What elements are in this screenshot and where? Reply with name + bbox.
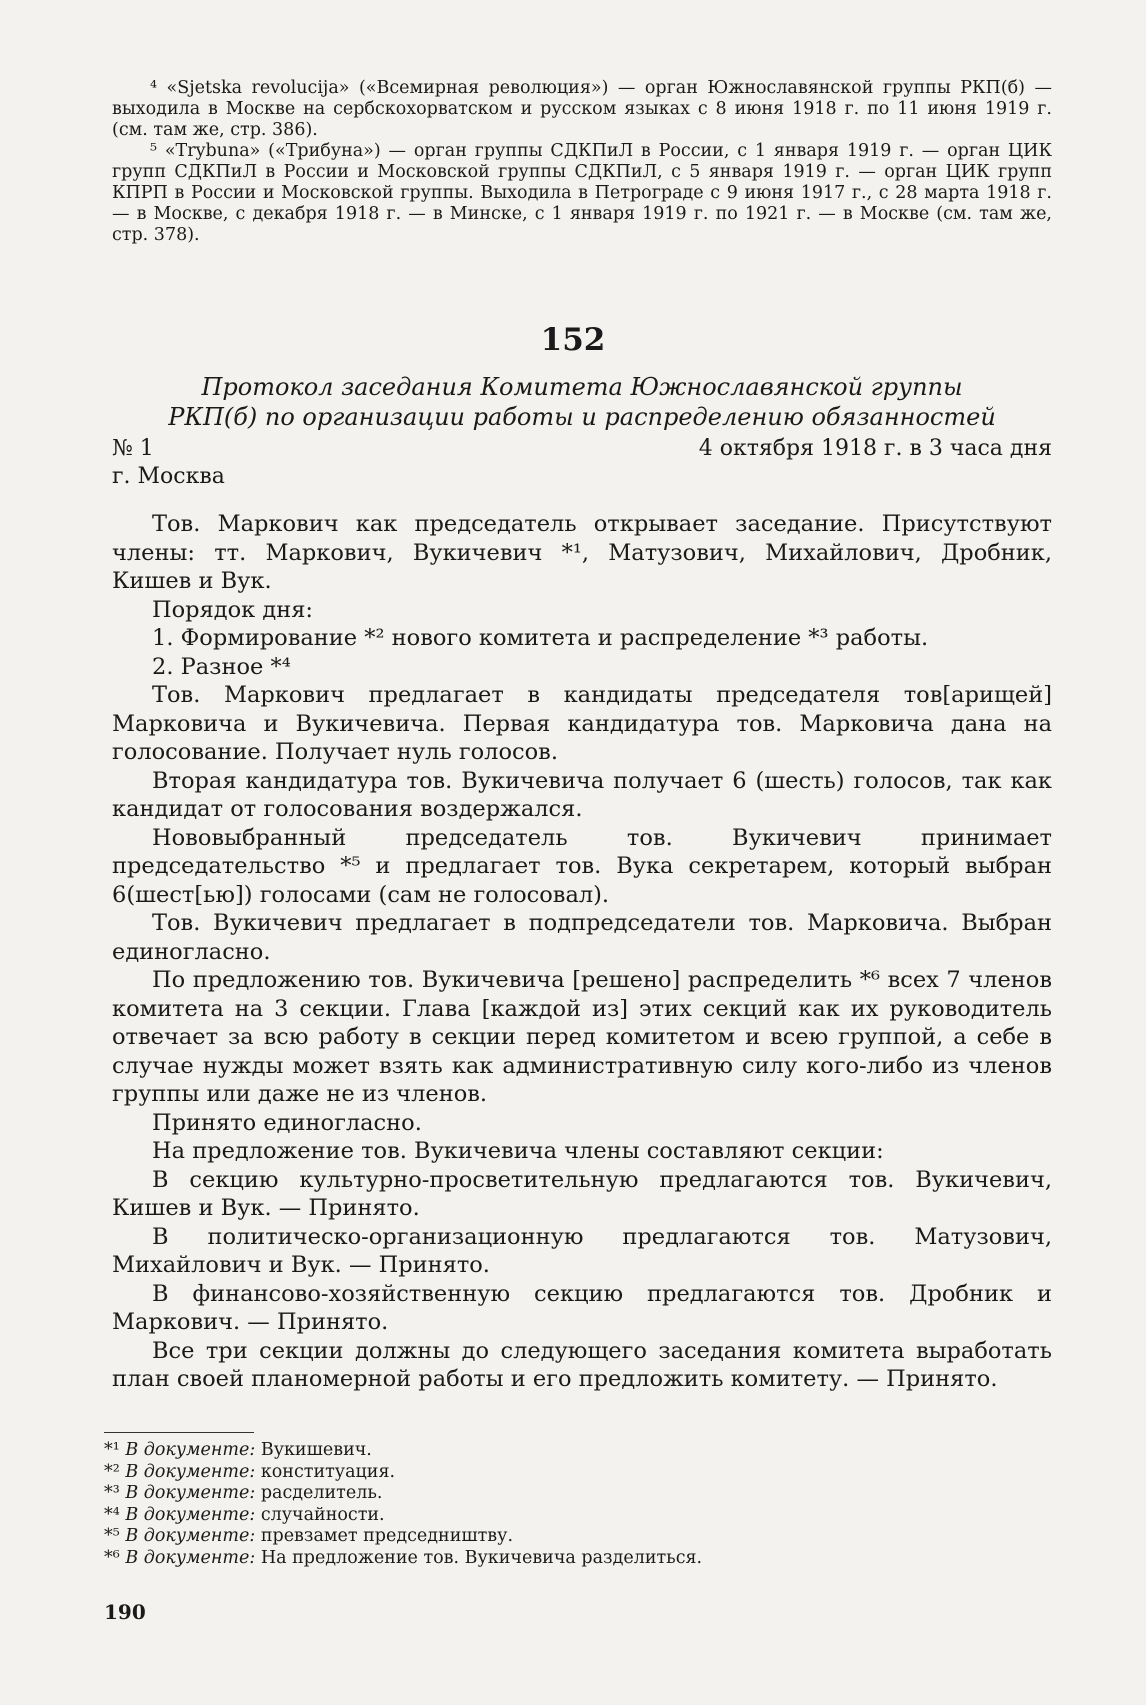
note-4 xyxy=(104,1505,1044,1527)
date-time: 4 октября 1918 г. в 3 часа дня xyxy=(698,436,1052,461)
note-mark: *³ xyxy=(104,1483,120,1503)
page-number: 190 xyxy=(104,1600,146,1624)
note-1 xyxy=(104,1440,1044,1462)
paragraph: Нововыбранный председатель тов. Вукичевич принимает председательство *⁵ и предлагает тов. Вука секретарем, который выбран 6(шест[ью]) голосами (сам не голосовал). xyxy=(112,824,1052,908)
protocol-meta xyxy=(112,435,1052,491)
document-number: 152 xyxy=(540,322,606,358)
note-2 xyxy=(104,1462,1044,1484)
note-text: расделитель. xyxy=(260,1483,383,1503)
note-mark: *⁴ xyxy=(104,1504,120,1525)
note-label: В документе: xyxy=(125,1504,256,1525)
note-5 xyxy=(104,1526,1044,1548)
note-mark: *¹ xyxy=(104,1440,120,1460)
title-line-2: РКП(б) по организации работы и распределению обязанностей xyxy=(168,403,996,431)
protocol-number: № 1 xyxy=(112,436,154,461)
paragraph: Порядок дня: xyxy=(152,596,314,623)
footnote-4: ⁴ «Sjetska revolucija» («Всемирная революция») — орган Южнославянской группы РКП(б) — выходила в Москве на сербскохорватском и русском языках с 8 июня 1918 г. по 11 июня 1919 г. (см. там же, стр. 386). xyxy=(112,78,1052,140)
note-label: В документе: xyxy=(125,1440,256,1460)
paragraph: Тов. Маркович предлагает в кандидаты председателя тов[арищей] Марковича и Вукичевича. Первая кандидатура тов. Марковича дана на голосование. Получает нуль голосов. xyxy=(112,682,1052,765)
note-mark: *² xyxy=(104,1461,120,1482)
note-text: Вукишевич. xyxy=(260,1440,372,1460)
footnote-separator xyxy=(104,1432,254,1433)
note-text: превзамет председништву. xyxy=(260,1526,514,1546)
note-label: В документе: xyxy=(125,1547,256,1568)
paragraph: Принято единогласно. xyxy=(152,1109,422,1136)
paragraph: Вторая кандидатура тов. Вукичевича получает 6 (шесть) голосов, так как кандидат от голосования воздержался. xyxy=(112,767,1052,822)
document-title xyxy=(112,372,1052,432)
note-text: случайности. xyxy=(260,1504,385,1525)
paragraph: В финансово-хозяйственную секцию предлагаются тов. Дробник и Маркович. — Принято. xyxy=(112,1280,1052,1335)
protocol-body xyxy=(112,510,1052,1394)
note-6 xyxy=(104,1548,1044,1570)
paragraph: На предложение тов. Вукичевича члены составляют секции: xyxy=(152,1138,884,1164)
paragraph: Тов. Маркович как председатель открывает заседание. Присутствуют члены: тт. Маркович, Вукичевич *¹, Матузович, Михайлович, Дробник, Кишев и Вук. xyxy=(112,511,1052,594)
paragraph: В политическо-организационную предлагаются тов. Матузович, Михайлович и Вук. — Принято. xyxy=(112,1223,1052,1278)
title-line-1: Протокол заседания Комитета Южнославянской группы xyxy=(201,373,963,401)
note-mark: *⁵ xyxy=(104,1526,120,1546)
place: г. Москва xyxy=(112,464,225,489)
note-3 xyxy=(104,1483,1044,1505)
footnote-5: ⁵ «Trybuna» («Трибуна») — орган группы СДКПиЛ в России, с 1 января 1919 г. — орган ЦИК групп СДКПиЛ в России и Московской группы СДКПиЛ, с 5 января 1919 г. — орган ЦИК групп КПРП в России и Московской группы. Выходила в Петрограде с 9 июня 1917 г., с 28 марта 1918 г. — в Москве, с декабря 1918 г. — в Минске, с 1 января 1919 г. по 1921 г. — в Москве (см. там же, стр. 378). xyxy=(112,141,1052,245)
top-footnotes xyxy=(112,78,1052,246)
note-label: В документе: xyxy=(125,1461,256,1482)
paragraph: Все три секции должны до следующего заседания комитета выработать план своей планомерной работы и его предложить комитету. — Принято. xyxy=(112,1337,1052,1392)
note-text: На предложение тов. Вукичевича разделиться. xyxy=(260,1547,703,1568)
agenda-item: 2. Разное *⁴ xyxy=(152,653,291,680)
note-text: конституация. xyxy=(260,1461,396,1482)
paragraph: Тов. Вукичевич предлагает в подпредседатели тов. Марковича. Выбран единогласно. xyxy=(112,910,1052,965)
note-mark: *⁶ xyxy=(104,1547,120,1568)
document-notes xyxy=(104,1440,1044,1569)
agenda-item: 1. Формирование *² нового комитета и распределение *³ работы. xyxy=(152,625,929,651)
paragraph: По предложению тов. Вукичевича [решено] распределить *⁶ всех 7 членов комитета на 3 секции. Глава [каждой из] этих секций как их руководитель отвечает за всю работу в секции перед комитетом и всею группой, а себе в случае нужды может взять как административную силу кого-либо из членов группы или даже не из членов. xyxy=(112,967,1052,1107)
note-label: В документе: xyxy=(125,1483,256,1503)
paragraph: В секцию культурно-просветительную предлагаются тов. Вукичевич, Кишев и Вук. — Принято. xyxy=(112,1166,1052,1221)
note-label: В документе: xyxy=(125,1526,256,1546)
